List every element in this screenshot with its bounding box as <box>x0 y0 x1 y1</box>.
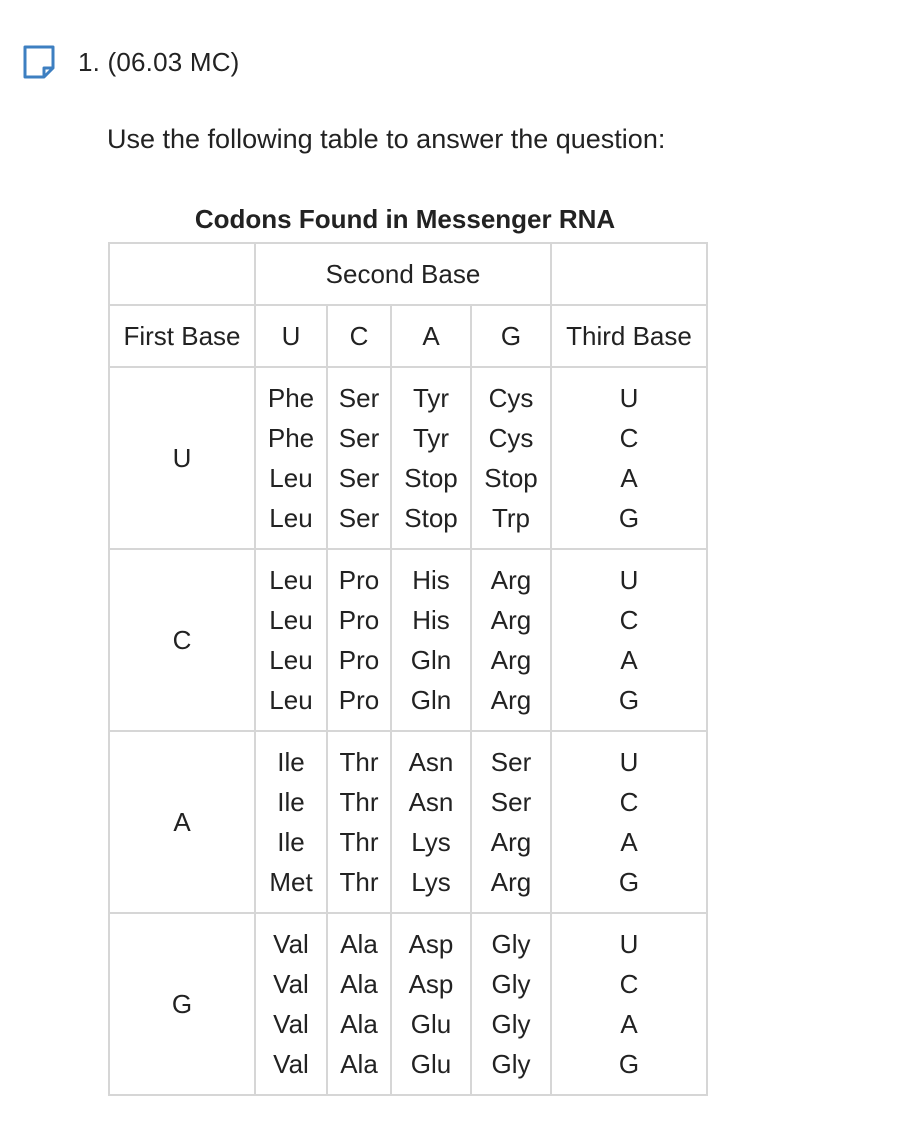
first-base-cell: G <box>109 913 255 1095</box>
third-base: A <box>620 827 638 857</box>
table-row <box>109 913 707 1095</box>
amino-acid: Gly <box>491 1009 531 1039</box>
amino-acid: Lys <box>411 827 451 857</box>
amino-acid: Tyr <box>412 383 450 413</box>
amino-acid: His <box>412 565 450 595</box>
amino-acid: Ser <box>338 463 380 493</box>
amino-acid: Ser <box>338 503 380 533</box>
amino-acid: Ala <box>340 1009 378 1039</box>
third-base: U <box>619 383 639 413</box>
amino-acid: Gly <box>491 969 531 999</box>
amino-acid: Arg <box>490 645 532 675</box>
amino-acid: Pro <box>338 605 380 635</box>
amino-acid: Ser <box>490 747 532 777</box>
third-base-cell <box>551 731 707 913</box>
amino-acid: Thr <box>339 747 379 777</box>
codon-cell <box>255 913 327 1095</box>
amino-acid: Leu <box>269 503 313 533</box>
amino-acid: Ala <box>340 1049 378 1079</box>
third-base: C <box>619 423 639 453</box>
third-base: C <box>619 605 639 635</box>
third-base: A <box>620 645 638 675</box>
codon-cell <box>255 549 327 731</box>
codon-cell <box>327 731 391 913</box>
codon-cell <box>391 367 471 549</box>
amino-acid: Leu <box>269 645 313 675</box>
amino-acid: Arg <box>490 685 532 715</box>
amino-acid: His <box>412 605 450 635</box>
amino-acid: Val <box>273 1009 309 1039</box>
third-base-header: Third Base <box>551 305 707 367</box>
amino-acid: Stop <box>484 463 538 493</box>
amino-acid: Glu <box>410 1049 452 1079</box>
codon-cell <box>255 731 327 913</box>
amino-acid: Cys <box>488 383 534 413</box>
amino-acid: Ile <box>277 747 305 777</box>
amino-acid: Thr <box>339 867 379 897</box>
codon-cell <box>391 549 471 731</box>
amino-acid: Arg <box>490 827 532 857</box>
amino-acid: Leu <box>269 605 313 635</box>
third-base: C <box>619 787 639 817</box>
amino-acid: Ser <box>338 383 380 413</box>
table-header-row <box>109 243 707 305</box>
amino-acid: Phe <box>267 423 315 453</box>
amino-acid: Leu <box>269 565 313 595</box>
amino-acid: Asp <box>408 969 454 999</box>
first-base-header: First Base <box>109 305 255 367</box>
amino-acid: Ile <box>277 787 305 817</box>
amino-acid: Glu <box>410 1009 452 1039</box>
amino-acid: Gln <box>410 685 452 715</box>
amino-acid: Thr <box>339 827 379 857</box>
question-header <box>22 44 240 80</box>
codon-table <box>108 242 708 1096</box>
amino-acid: Cys <box>488 423 534 453</box>
table-row <box>109 367 707 549</box>
question-instruction: Use the following table to answer the question: <box>107 124 666 154</box>
second-base-g-header: G <box>471 305 551 367</box>
amino-acid: Met <box>269 867 313 897</box>
amino-acid: Ser <box>338 423 380 453</box>
first-base-cell: C <box>109 549 255 731</box>
second-base-header: Second Base <box>255 243 551 305</box>
second-base-c-header: C <box>327 305 391 367</box>
amino-acid: Val <box>273 929 309 959</box>
amino-acid: Arg <box>490 565 532 595</box>
second-base-u-header: U <box>255 305 327 367</box>
amino-acid: Pro <box>338 685 380 715</box>
amino-acid: Phe <box>267 383 315 413</box>
third-base: G <box>618 1049 640 1079</box>
amino-acid: Gly <box>491 929 531 959</box>
codon-cell <box>255 367 327 549</box>
table-column-header-row <box>109 305 707 367</box>
codon-cell <box>327 913 391 1095</box>
table-row <box>109 731 707 913</box>
codon-cell <box>471 549 551 731</box>
amino-acid: Val <box>273 969 309 999</box>
amino-acid: Pro <box>338 565 380 595</box>
amino-acid: Ser <box>490 787 532 817</box>
amino-acid: Lys <box>411 867 451 897</box>
amino-acid: Stop <box>404 463 458 493</box>
header-empty-cell <box>551 243 707 305</box>
table-caption: Codons Found in Messenger RNA <box>194 204 616 234</box>
amino-acid: Thr <box>339 787 379 817</box>
amino-acid: Val <box>273 1049 309 1079</box>
third-base: U <box>619 565 639 595</box>
third-base: A <box>620 463 638 493</box>
third-base: G <box>618 503 640 533</box>
codon-cell <box>391 913 471 1095</box>
question-number: 1. (06.03 MC) <box>78 46 240 77</box>
amino-acid: Ile <box>277 827 305 857</box>
third-base-cell <box>551 367 707 549</box>
header-empty-cell <box>109 243 255 305</box>
first-base-cell: U <box>109 367 255 549</box>
amino-acid: Asn <box>408 747 454 777</box>
amino-acid: Ala <box>340 969 378 999</box>
amino-acid: Leu <box>269 685 313 715</box>
amino-acid: Ala <box>340 929 378 959</box>
amino-acid: Pro <box>338 645 380 675</box>
amino-acid: Arg <box>490 605 532 635</box>
second-base-a-header: A <box>391 305 471 367</box>
codon-cell <box>471 913 551 1095</box>
amino-acid: Gln <box>410 645 452 675</box>
third-base-cell <box>551 549 707 731</box>
amino-acid: Asp <box>408 929 454 959</box>
third-base: G <box>618 867 640 897</box>
amino-acid: Tyr <box>412 423 450 453</box>
third-base: A <box>620 1009 638 1039</box>
third-base: G <box>618 685 640 715</box>
amino-acid: Trp <box>491 503 531 533</box>
amino-acid: Leu <box>269 463 313 493</box>
amino-acid: Asn <box>408 787 454 817</box>
codon-cell <box>471 367 551 549</box>
codon-cell <box>327 367 391 549</box>
amino-acid: Stop <box>404 503 458 533</box>
third-base: U <box>619 929 639 959</box>
codon-cell <box>391 731 471 913</box>
third-base-cell <box>551 913 707 1095</box>
table-row <box>109 549 707 731</box>
third-base: C <box>619 969 639 999</box>
codon-cell <box>471 731 551 913</box>
note-icon[interactable] <box>22 44 56 80</box>
amino-acid: Gly <box>491 1049 531 1079</box>
third-base: U <box>619 747 639 777</box>
codon-cell <box>327 549 391 731</box>
amino-acid: Arg <box>490 867 532 897</box>
first-base-cell: A <box>109 731 255 913</box>
